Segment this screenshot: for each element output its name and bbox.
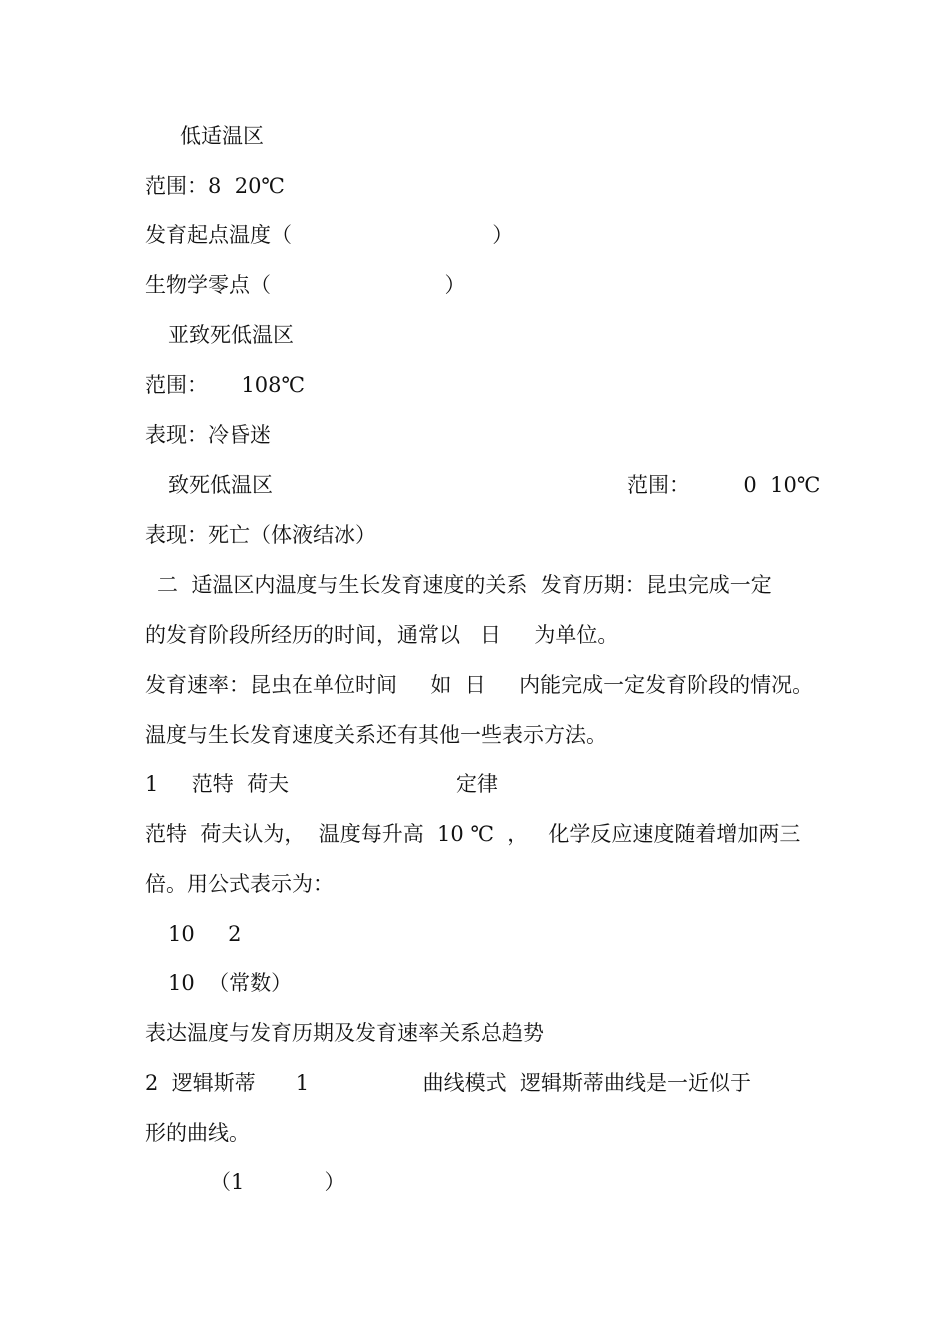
paragraph-line: 的发育阶段所经历的时间，通常以 日 为单位。 [145, 623, 619, 647]
paragraph-line: 表达温度与发育历期及发育速率关系总趋势 [145, 1021, 544, 1045]
formula-line: 10 （常数） [168, 971, 293, 995]
range-line: 范围： 0 10℃ [627, 473, 821, 497]
range-line: 范围： 108℃ [145, 373, 305, 397]
paragraph-line: 倍。用公式表示为： [145, 872, 334, 896]
dev-threshold-line: 发育起点温度（ ） [145, 223, 514, 247]
paragraph-line: 发育速率：昆虫在单位时间 如 日 内能完成一定发育阶段的情况。 [145, 673, 814, 697]
section-heading: 二 适温区内温度与生长发育速度的关系 发育历期：昆虫完成一定 [157, 573, 772, 597]
range-line: 范围：8 20℃ [145, 174, 285, 198]
paragraph-line: 温度与生长发育速度关系还有其他一些表示方法。 [145, 723, 607, 747]
subsection-heading: 2 逻辑斯蒂 1 曲线模式 逻辑斯蒂曲线是一近似于 [145, 1071, 751, 1095]
subsection-heading: 1 范特 荷夫 定律 [145, 772, 498, 796]
symptom-line: 表现：死亡（体液结冰） [145, 523, 376, 547]
heading-sublethal-low-temp-zone: 亚致死低温区 [168, 323, 294, 347]
heading-lethal-low-temp-zone: 致死低温区 [168, 473, 273, 497]
symptom-line: 表现：冷昏迷 [145, 423, 271, 447]
biological-zero-line: 生物学零点（ ） [145, 273, 466, 297]
heading-low-suitable-temp-zone: 低适温区 [180, 124, 264, 148]
formula-line: （1 ） [210, 1170, 346, 1194]
paragraph-line: 范特 荷夫认为， 温度每升高 10 ℃ ， 化学反应速度随着增加两三 [145, 822, 801, 846]
paragraph-line: 形的曲线。 [145, 1121, 250, 1145]
formula-line: 10 2 [168, 922, 242, 946]
